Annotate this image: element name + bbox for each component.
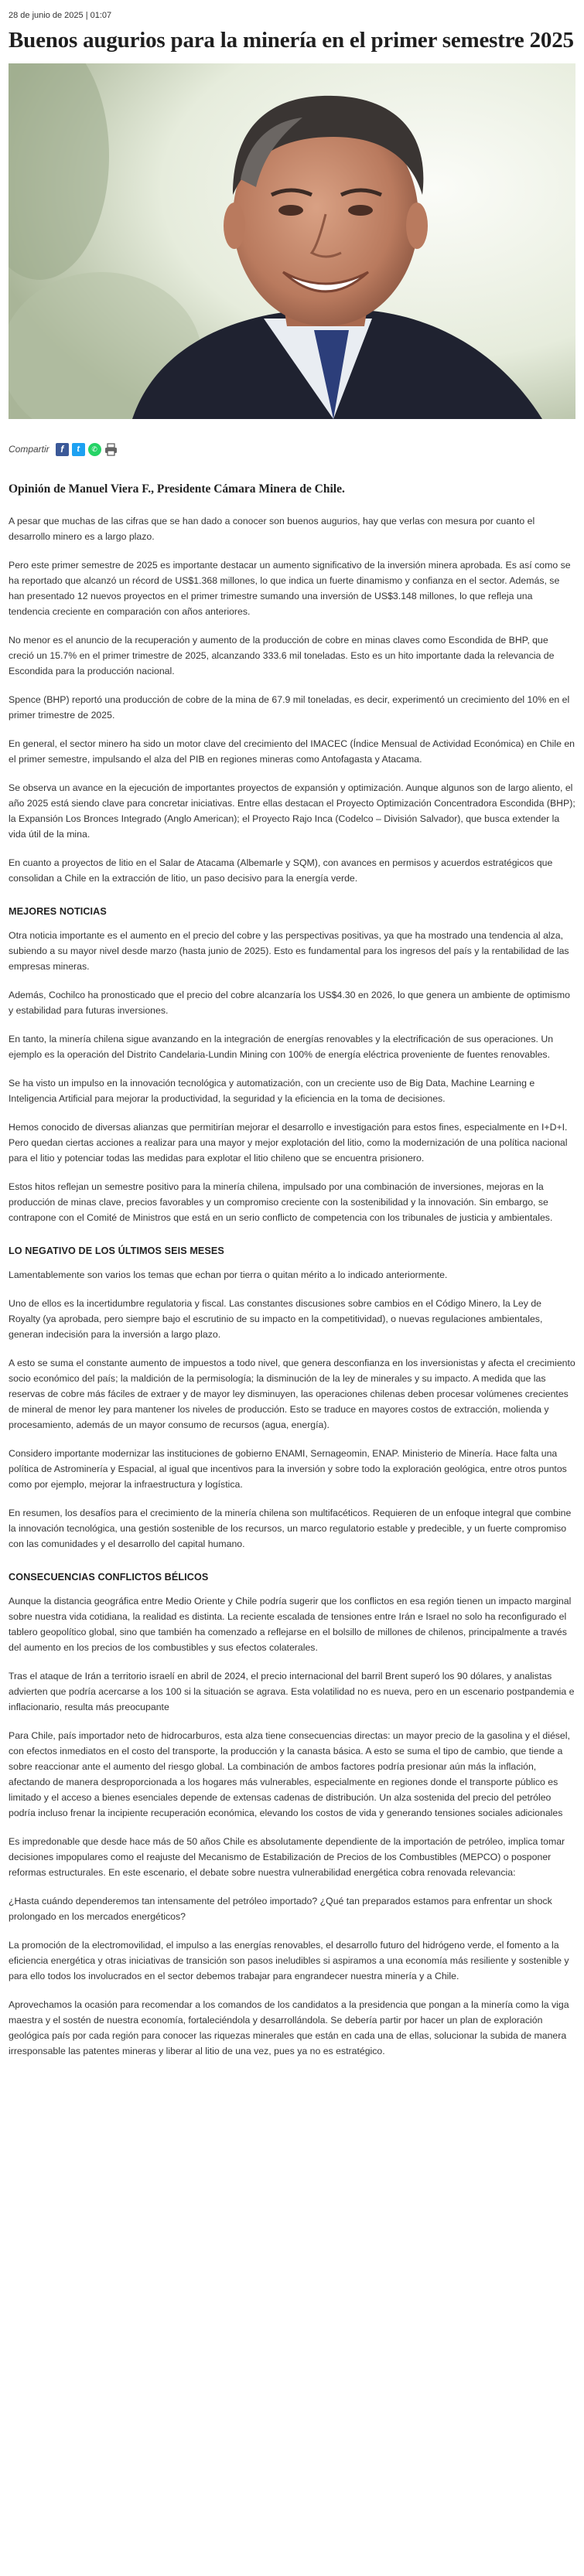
paragraph: Hemos conocido de diversas alianzas que permitirían mejorar el desarrollo e investigación para estos fines, especialmente en I+D+I. Pero quedan ciertas acciones a realizar para una mayor y mejor explotación del litio, como la modernización de una política nacional para el litio y potenciar todas las medidas para explotar el litio chileno que se encuentra prisionero. [9,1122,568,1164]
paragraph: Aprovechamos la ocasión para recomendar a los comandos de los candidatos a la presidencia que pongan a la minería como la viga maestra y el sostén de nuestra economía, fortaleciéndola y desarrollándola. Se debería partir por hacer un plan de exploración geológica país por cada región para conocer las riquezas minerales que están en cada una de ellas, solucionar la subida de manera irresponsable las patentes mineras y liberar al litio de una vez, pues ya no es estratégico. [9,1999,569,2056]
section-heading: LO NEGATIVO DE LOS ÚLTIMOS SEIS MESES [9,1245,224,1256]
paragraph: ¿Hasta cuándo dependeremos tan intensamente del petróleo importado? ¿Qué tan preparados estamos para enfrentar un shock prolongado en los mercados energéticos? [9,1896,552,1922]
paragraph: Aunque la distancia geográfica entre Medio Oriente y Chile podría sugerir que los conflictos en esa región tienen un impacto marginal sobre nuestra vida cotidiana, la realidad es distinta. La reciente escalada de tensiones entre Irán e Israel no solo ha reconfigurado el tablero geopolítico global, sino que también ha comenzado a reflejarse en el bolsillo de millones de chilenos, principalmente a través del aumento en los precios de los combustibles y sus efectos colaterales. [9,1596,572,1653]
paragraph: Estos hitos reflejan un semestre positivo para la minería chilena, impulsado por una combinación de inversiones, mejoras en la producción de minas clave, precios favorables y un compromiso creciente con la sostenibilidad y la innovación. Sin embargo, se contrapone con el Comité de Ministros que está en un serio conflicto de competencia con los tribunales de justicia y ambientales. [9,1181,553,1223]
paragraph: En tanto, la minería chilena sigue avanzando en la integración de energías renovables y la electrificación de sus operaciones. Un ejemplo es la operación del Distrito Candelaria-Lundin Mining con 100% de energía eléctrica proveniente de fuentes renovables. [9,1034,554,1060]
paragraph: A esto se suma el constante aumento de impuestos a todo nivel, que genera desconfianza en los inversionistas y afecta el crecimiento socio económico del país; la maldición de la permisología; la disminución de la ley de minerales y su impacto. A medida que las reservas de cobre más fáciles de extraer y de mayor ley disminuyen, las operaciones chilenas deben procesar volúmenes crecientes de mineral de menor ley para mantener los niveles de producción. Esto se traduce en mayores costos de extracción, molienda y procesamiento, además de un mayor consumo de recursos (agua, energía). [9,1358,575,1430]
paragraph: Considero importante modernizar las instituciones de gobierno ENAMI, Sernageomin, ENAP. Ministerio de Minería. Hace falta una política de Astrominería y Espacial, al igual que incentivos para la inversión y sobre todo la exploración geológica, entre otros puntos como por ejemplo, mejorar la infraestructura y logística. [9,1448,567,1490]
paragraph: Spence (BHP) reportó una producción de cobre de la mina de 67.9 mil toneladas, es decir, experimentó un crecimiento del 10% en el primer trimestre de 2025. [9,694,570,721]
hero-photo [9,63,575,419]
paragraph: Otra noticia importante es el aumento en el precio del cobre y las perspectivas positivas, ya que ha mostrado una tendencia al alza, subiendo a su mayor nivel desde marzo (hasta junio de 2025). Esto es fundamental para los ingresos del país y la rentabilidad de las empresas mineras. [9,930,569,972]
print-icon[interactable] [104,443,118,456]
paragraph: No menor es el anuncio de la recuperación y aumento de la producción de cobre en minas claves como Escondida de BHP, que creció un 15.7% en el primer trimestre de 2025, alcanzando 333.6 mil toneladas. Esto es un hito importante dada la relevancia de Escondida para la producción nacional. [9,635,555,676]
section-heading: CONSECUENCIAS CONFLICTOS BÉLICOS [9,1572,209,1583]
paragraph: La promoción de la electromovilidad, el impulso a las energías renovables, el desarrollo futuro del hidrógeno verde, el fomento a la eficiencia energética y otras iniciativas de transición son pasos ineludibles si aspiramos a una economía más resiliente y sostenible y para ello todos los involucrados en el sector debemos trabajar para engrandecer nuestra minería y a Chile. [9,1940,569,1981]
paragraph: Uno de ellos es la incertidumbre regulatoria y fiscal. Las constantes discusiones sobre cambios en el Código Minero, la Ley de Royalty (ya aprobada, pero siempre bajo el escrutinio de su impacto en la competitividad), o nuevas regulaciones ambientales, generan indecisión para la inversión a largo plazo. [9,1298,543,1340]
facebook-icon[interactable]: f [56,443,69,456]
article-title: Buenos augurios para la minería en el primer semestre 2025 [9,28,574,53]
paragraph: Para Chile, país importador neto de hidrocarburos, esta alza tiene consecuencias directas: un mayor precio de la gasolina y el diésel, con efectos inmediatos en el costo del transporte, la producción y la canasta básica. A esto se suma el tipo de cambio, que tiende a sobre reaccionar ante el aumento del riesgo global. La combinación de ambos factores podría presionar aún más la inflación, afectando de manera desproporcionada a los hogares más vulnerables, especialmente en regiones donde el transporte público es limitado y el acceso a bienes esenciales depende de extensas cadenas de distribución. Un alza sostenida del precio del petróleo podría incluso frenar la incipiente recuperación económica, elevando los costos de vida y generando tensiones sociales adicionales [9,1730,570,1818]
portrait-illustration [9,63,575,419]
paragraph: En cuanto a proyectos de litio en el Salar de Atacama (Albemarle y SQM), con avances en permisos y acuerdos estratégicos que consolidan a Chile en la extracción de litio, un paso decisivo para la energía verde. [9,857,553,884]
twitter-icon[interactable]: t [72,443,85,456]
whatsapp-icon[interactable]: ✆ [88,443,101,456]
dateline: 28 de junio de 2025 | 01:07 [9,11,112,20]
section-heading: MEJORES NOTICIAS [9,906,107,917]
byline: Opinión de Manuel Viera F., Presidente Cámara Minera de Chile. [9,482,345,496]
share-bar [9,439,575,459]
paragraph: Lamentablemente son varios los temas que echan por tierra o quitan mérito a lo indicado anteriormente. [9,1269,448,1280]
paragraph: En resumen, los desafíos para el crecimiento de la minería chilena son multifacéticos. Requieren de un enfoque integral que combine la innovación tecnológica, una gestión sostenible de los recursos, un marco regulatorio estable y predecible, y un fuerte compromiso con las comunidades y el desarrollo del capital humano. [9,1508,572,1549]
paragraph: Es impredonable que desde hace más de 50 años Chile es absolutamente dependiente de la importación de petróleo, implica tomar decisiones impopulares como el reajuste del Mecanismo de Estabilización de Precios de los Combustibles (MEPCO) o posponer reformas estructurales. En este escenario, el debate sobre nuestra vulnerabilidad energética cobra renovada relevancia: [9,1836,565,1878]
paragraph: Tras el ataque de Irán a territorio israelí en abril de 2024, el precio internacional del barril Brent superó los 90 dólares, y analistas advierten que podría acercarse a los 100 si la situación se agrava. Esta volatilidad no es nueva, pero en un escenario postpandemia e inflacionario, resulta más preocupante [9,1671,575,1712]
paragraph: Además, Cochilco ha pronosticado que el precio del cobre alcanzaría los US$4.30 en 2026, lo que genera un ambiente de optimismo y estabilidad para futuras inversiones. [9,990,570,1016]
paragraph: Se observa un avance en la ejecución de importantes proyectos de expansión y optimización. Aunque algunos son de largo aliento, el año 2025 está siendo clave para concretar iniciativas. Entre ellas destacan el Proyecto Optimización Concentradora Escondida (BHP); la Expansión Los Bronces Integrado (Anglo American); el Proyecto Rajo Inca (Codelco – División Salvador), que busca extender la vida útil de la mina. [9,782,575,840]
paragraph: A pesar que muchas de las cifras que se han dado a conocer son buenos augurios, hay que verlas con mesura por cuanto el desarrollo minero es a largo plazo. [9,516,535,542]
paragraph: Se ha visto un impulso en la innovación tecnológica y automatización, con un creciente uso de Big Data, Machine Learning e Inteligencia Artificial para mejorar la productividad, la seguridad y la eficiencia en la toma de decisiones. [9,1078,535,1104]
paragraph: Pero este primer semestre de 2025 es importante destacar un aumento significativo de la inversión minera aprobada. Es así como se ha reportado que alcanzó un récord de US$1.368 millones, lo que indica un fuerte dinamismo y confianza en el sector. Además, se han presentado 12 nuevos proyectos en el primer trimestre sumando una inversión de US$3.148 millones, lo que refleja una tendencia creciente en comparación con años anteriores. [9,560,571,617]
paragraph: En general, el sector minero ha sido un motor clave del crecimiento del IMACEC (Índice Mensual de Actividad Económica) en Chile en el primer semestre, impulsando el alza del PIB en regiones mineras como Antofagasta y Atacama. [9,738,575,765]
article-body [9,513,575,2059]
share-label: Compartir [9,444,50,455]
